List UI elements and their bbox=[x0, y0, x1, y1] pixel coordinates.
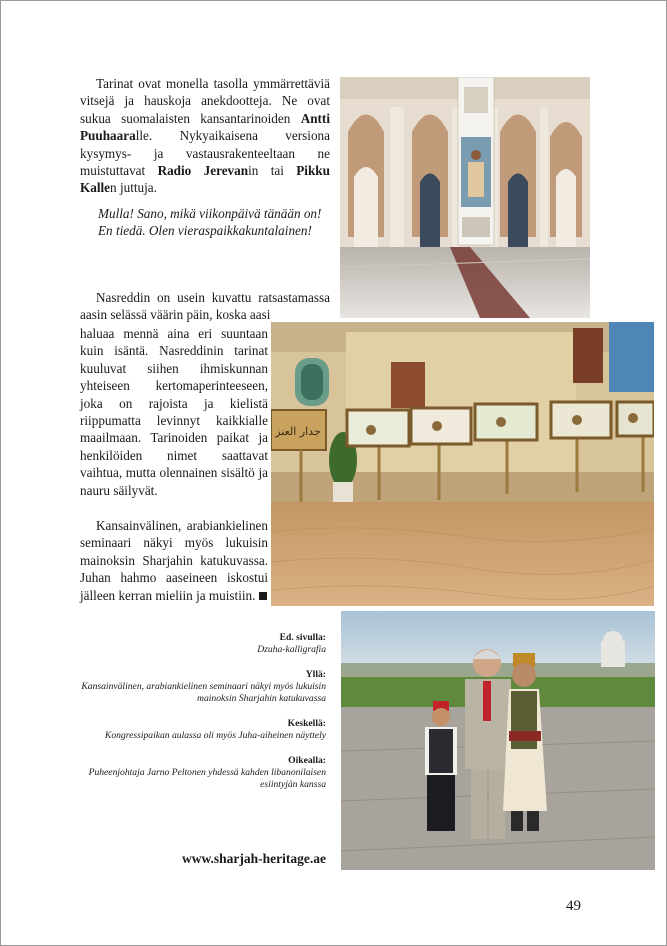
end-of-article-mark bbox=[259, 592, 267, 600]
photo-exhibition-hall bbox=[271, 322, 654, 606]
photo-three-people bbox=[341, 611, 655, 870]
article-paragraph-1: Tarinat ovat monella tasolla ymmärrettäviä vitsejä ja hauskoja anekdootteja. Ne ovat sukua suomalaisten kansantarinoiden Antti Puuhaaralle. Nykyaikaisena versiona kysymys- ja vastausrakenteeltaan ne muistuttavat Radio Jerevanin tai Pikku Kallen juttuja. bbox=[80, 76, 330, 196]
quote-line-1: Mulla! Sano, mikä viikonpäivä tänään on! bbox=[98, 206, 322, 221]
dialogue-quote bbox=[98, 205, 330, 240]
caption-middle: Keskellä: Kongressipaikan aulassa oli myös Juha-aiheinen näyttely bbox=[104, 718, 326, 741]
website-link[interactable]: www.sharjah-heritage.ae bbox=[182, 851, 326, 866]
arabic-sign-text: جدار العنز bbox=[275, 425, 321, 438]
name-radio-jerevan: Radio Jerevan bbox=[157, 163, 249, 179]
name-antti-puuhaara: Antti Puuhaara bbox=[80, 110, 330, 144]
caption-above: Yllä: Kansainvälinen, arabiankielinen seminaari näkyi myös lukuisin mainoksin Sharjahin katukuvassa bbox=[81, 669, 326, 704]
article-paragraph-4: Kansainvälinen, arabiankielinen seminaari näkyi myös lukuisin mainoksin Sharjahin katukuvassa. Juhan hahmo aaseineen iskostui jälleen kerran mieliin ja muistiin. bbox=[80, 518, 268, 603]
caption-previous-page: Ed. sivulla: Dzuha-kalligrafia bbox=[257, 632, 326, 655]
name-pikku-kalle: Pikku Kalle bbox=[80, 163, 330, 196]
article-paragraph-2: Nasreddin on usein kuvattu ratsastamassa aasin selässä väärin päin, koska aasi bbox=[80, 290, 330, 323]
quote-line-2: En tiedä. Olen vieraspaikkakuntalainen! bbox=[98, 223, 312, 239]
page-number: 49 bbox=[566, 898, 581, 914]
photo-captions bbox=[78, 632, 326, 804]
article-paragraph-3: haluaa mennä aina eri suuntaan kuin isäntä. Nasreddinin tarinat kuuluvat siihen ihmiskunnan yhteiseen kertomaperinteeseen, joka on rajoista ja kielistä riippumatta levinnyt kaikkialle maailmaan. Tarinoiden paikat ja henkilöiden nimet saattavat vaihtua, mutta olennainen sisältö ja nauru säilyvät. bbox=[80, 326, 268, 498]
caption-right: Oikealla: Puheenjohtaja Jarno Peltonen yhdessä kahden libanonilaisen esiintyjän kanssa bbox=[88, 755, 326, 790]
photo-building-banner bbox=[340, 77, 590, 318]
